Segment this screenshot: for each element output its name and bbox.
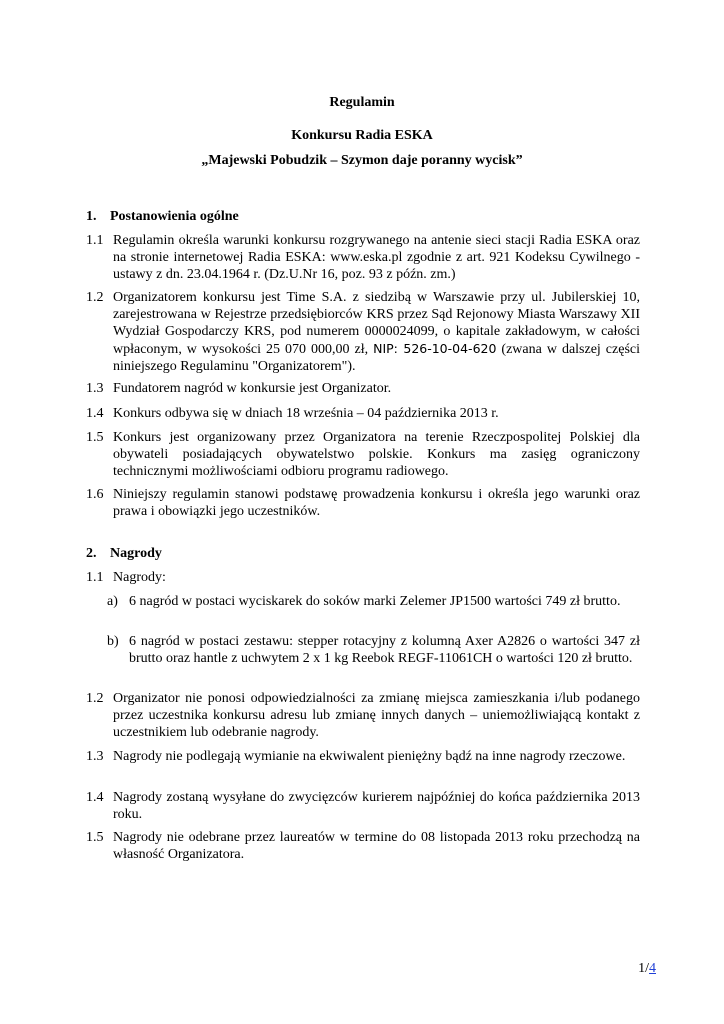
section-2-item-5 xyxy=(86,829,640,863)
subitem-letter: a) xyxy=(107,594,118,609)
item-number: 1.4 xyxy=(86,790,104,805)
section-2-title: Nagrody xyxy=(110,546,162,561)
section-1-item-1 xyxy=(86,232,640,283)
page-total-link[interactable]: 4 xyxy=(649,961,656,976)
section-2-heading xyxy=(86,545,162,562)
document-title: Regulamin xyxy=(329,95,395,110)
item-number: 1.3 xyxy=(86,381,104,396)
subitem-letter: b) xyxy=(107,634,119,649)
nip-number: NIP: 526-10-04-620 xyxy=(373,341,497,356)
item-number: 1.3 xyxy=(86,749,104,764)
section-1-item-5 xyxy=(86,429,640,480)
contest-name: Konkursu Radia ESKA xyxy=(291,128,433,143)
item-text: Nagrody zostaną wysyłane do zwycięzców kurierem najpóźniej do końca października 2013 roku. xyxy=(113,790,640,822)
section-2-number: 2. xyxy=(86,546,97,561)
section-1-item-4 xyxy=(86,405,640,422)
item-number: 1.5 xyxy=(86,830,104,845)
item-number: 1.2 xyxy=(86,691,104,706)
item-text xyxy=(113,289,640,375)
item-text-part: Organizatorem konkursu jest Time S.A. z siedzibą w Warszawie przy ul. Jubilerskiej 10, zarejestrowana w Rejestrze przedsiębiorców KRS przez Sąd Rejonowy Miasta Warszawy XII Wydział Gospodarczy KRS, pod numerem 0000024099, o kapitale zakładowym, w całości wpłaconym, w wysokości 25 070 000,00 zł, xyxy=(113,290,640,357)
item-text: Fundatorem nagród w konkursie jest Organizator. xyxy=(113,381,392,396)
prize-item-a xyxy=(107,593,640,610)
section-2-item-1 xyxy=(86,569,640,586)
item-text: Nagrody nie odebrane przez laureatów w termine do 08 listopada 2013 roku przechodzą na własność Organizatora. xyxy=(113,830,640,862)
section-1-heading xyxy=(86,208,239,225)
subitem-text: 6 nagród w postaci wyciskarek do soków marki Zelemer JP1500 wartości 749 zł brutto. xyxy=(129,594,621,609)
contest-subtitle: „Majewski Pobudzik – Szymon daje poranny wycisk” xyxy=(201,153,523,168)
item-text: Konkurs odbywa się w dniach 18 września – 04 października 2013 r. xyxy=(113,406,499,421)
item-text: Niniejszy regulamin stanowi podstawę prowadzenia konkursu i określa jego warunki oraz prawa i obowiązki jego uczestników. xyxy=(113,487,640,519)
item-number: 1.1 xyxy=(86,570,104,585)
page-current: 1/ xyxy=(638,961,649,976)
section-1-item-3 xyxy=(86,380,640,397)
item-number: 1.4 xyxy=(86,406,104,421)
section-2-item-4 xyxy=(86,789,640,823)
section-1-title: Postanowienia ogólne xyxy=(110,209,239,224)
section-1-item-6 xyxy=(86,486,640,520)
item-text: Organizator nie ponosi odpowiedzialności za zmianę miejsca zamieszkania i/lub podanego przez uczestnika konkursu adresu lub zmianę innych danych – uniemożliwiającą kontakt z uczestnikiem lub odebranie nagrody. xyxy=(113,691,640,740)
item-text: Konkurs jest organizowany przez Organizatora na terenie Rzeczpospolitej Polskiej dla obywateli posiadających obywatelstwo polskie. Konkurs ma zasięg ograniczony technicznymi możliwościami odbioru programu radiowego. xyxy=(113,430,640,479)
item-text: Regulamin określa warunki konkursu rozgrywanego na antenie sieci stacji Radia ESKA oraz na stronie internetowej Radia ESKA: www.eska.pl zgodnie z art. 921 Kodeksu Cywilnego - ustawy z dn. 23.04.1964 r. (Dz.U.Nr 16, poz. 93 z późn. zm.) xyxy=(113,233,640,282)
item-text-part: (zwana w dalszej części niniejszego Regulaminu "Organizatorem"). xyxy=(113,342,640,374)
item-text: Nagrody nie podlegają wymianie na ekwiwalent pieniężny bądź na inne nagrody rzeczowe. xyxy=(113,749,626,764)
section-2-item-2 xyxy=(86,690,640,741)
section-1-number: 1. xyxy=(86,209,97,224)
section-1-item-2 xyxy=(86,289,640,375)
item-number: 1.6 xyxy=(86,487,104,502)
item-number: 1.5 xyxy=(86,430,104,445)
item-text: Nagrody: xyxy=(113,570,166,585)
section-2-item-3 xyxy=(86,748,640,765)
prize-item-b xyxy=(107,633,640,667)
page-number xyxy=(638,960,656,977)
item-number: 1.1 xyxy=(86,233,104,248)
subitem-text: 6 nagród w postaci zestawu: stepper rotacyjny z kolumną Axer A2826 o wartości 347 zł brutto oraz hantle z uchwytem 2 x 1 kg Reebok REGF-11061CH o wartości 120 zł brutto. xyxy=(129,634,640,666)
item-number: 1.2 xyxy=(86,290,104,305)
